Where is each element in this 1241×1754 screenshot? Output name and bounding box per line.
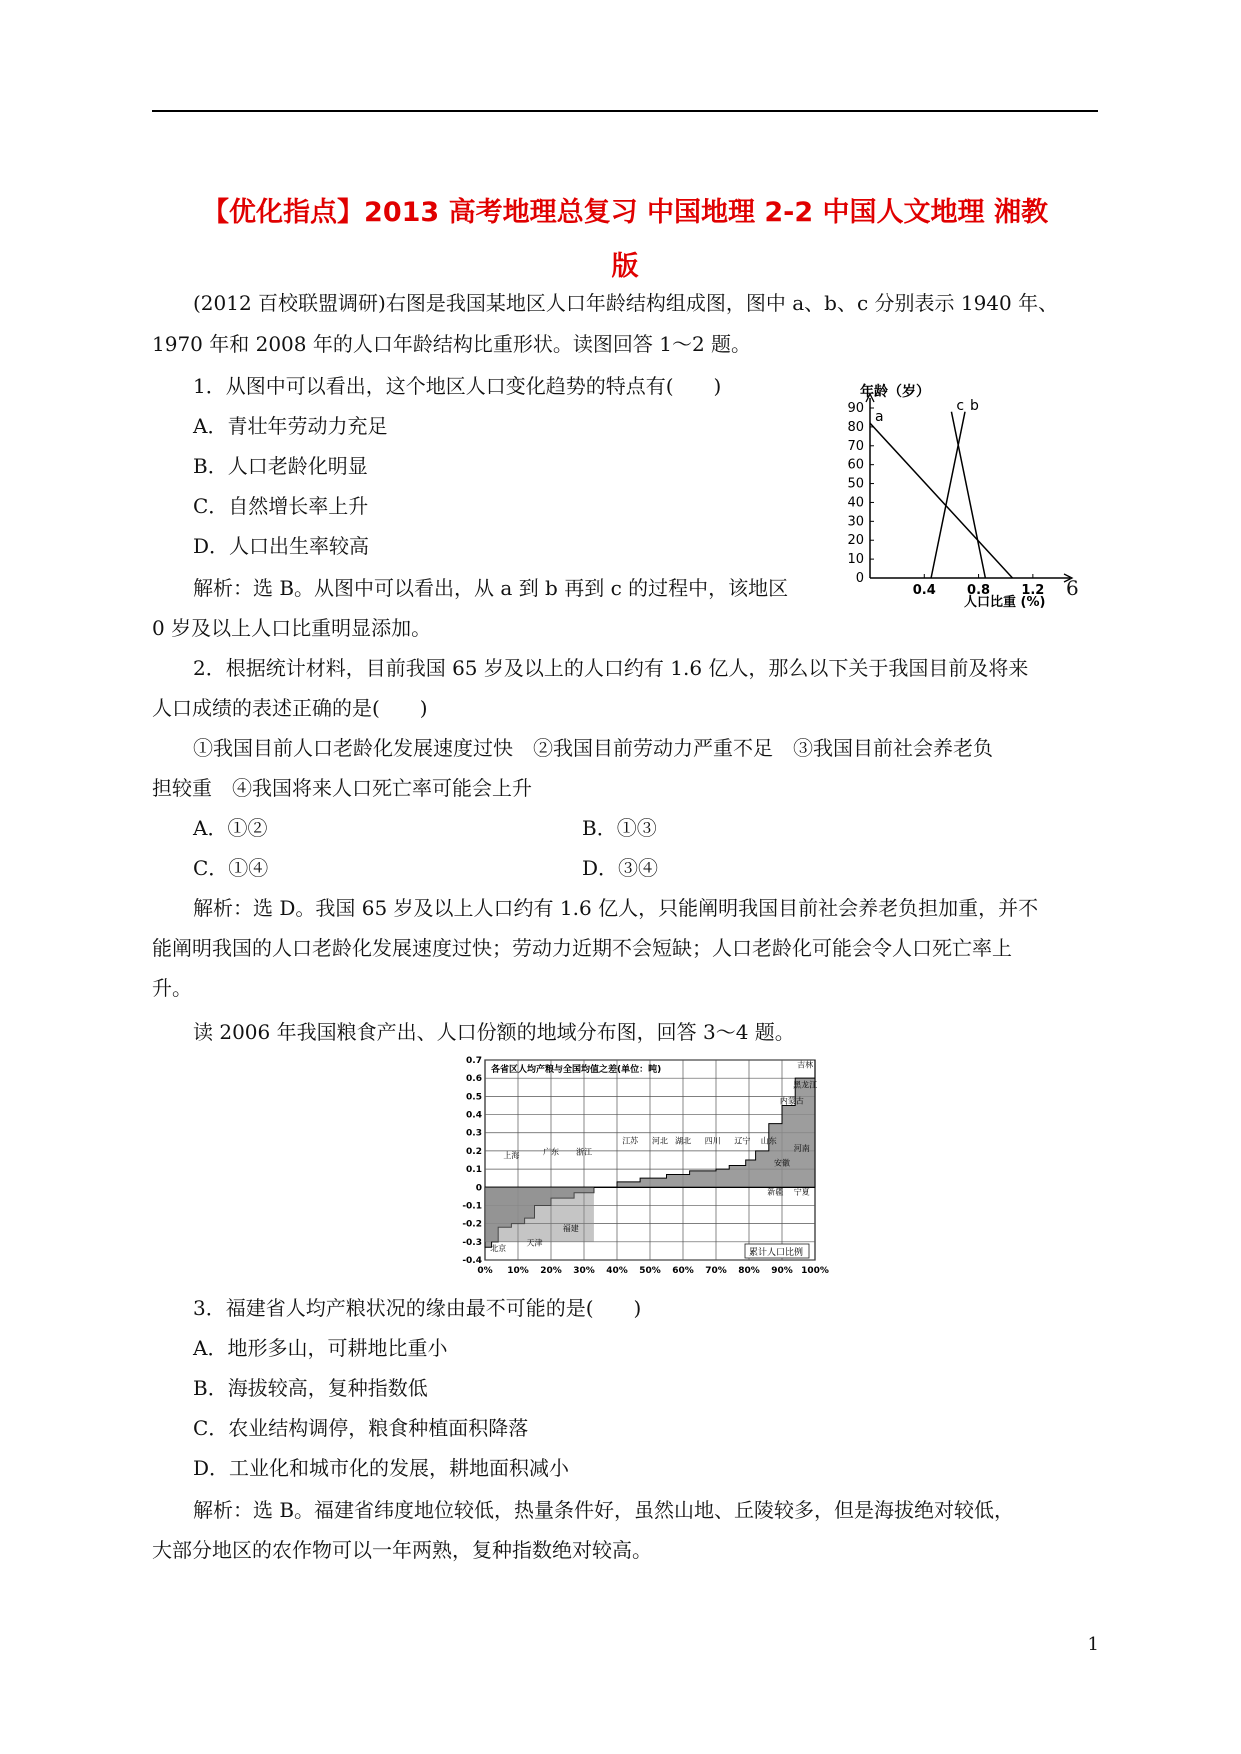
chart2-region-label: 山东 bbox=[760, 1136, 777, 1146]
q2-option-a: A．①② bbox=[193, 816, 268, 840]
q3-option-a: A．地形多山，可耕地比重小 bbox=[193, 1336, 448, 1360]
chart2-region-label: 吉林 bbox=[797, 1060, 814, 1070]
chart2-region-label: 福建 bbox=[562, 1223, 579, 1233]
chart2-region-label: 浙江 bbox=[576, 1147, 592, 1157]
age-structure-chart bbox=[822, 380, 1092, 620]
q2-option-c: C．①④ bbox=[193, 856, 269, 880]
page-number: 1 bbox=[1087, 1634, 1099, 1655]
chart2-x-tick-label: 100% bbox=[801, 1266, 829, 1276]
chart2-x-tick-label: 20% bbox=[540, 1266, 562, 1276]
chart2-y-tick-label: 0.2 bbox=[466, 1146, 482, 1157]
document-title bbox=[152, 186, 1098, 294]
chart2-region-label: 湖北 bbox=[675, 1136, 691, 1146]
chart1-x-tick-label: 0.4 bbox=[912, 583, 936, 598]
chart1-x-tick-label: 1.2 bbox=[1021, 583, 1045, 598]
q3-option-c: C．农业结构调停，粮食种植面积降落 bbox=[193, 1416, 529, 1440]
chart2-y-tick-label: 0.5 bbox=[466, 1092, 482, 1103]
q3-analysis-line-1: 解析：选 B。福建省纬度地位较低，热量条件好，虽然山地、丘陵较多，但是海拔绝对较低， bbox=[193, 1498, 1015, 1522]
chart2-region-label: 广东 bbox=[543, 1147, 559, 1157]
chart2-y-tick-label: 0.7 bbox=[466, 1056, 482, 1066]
chart1-series-line-c bbox=[951, 412, 985, 578]
chart2-x-tick-label: 10% bbox=[507, 1266, 529, 1276]
q1-analysis-line-2: 0 岁及以上人口比重明显添加。 bbox=[152, 616, 432, 640]
chart2-x-tick-label: 90% bbox=[771, 1266, 793, 1276]
q1-analysis-line-1: 解析：选 B。从图中可以看出，从 a 到 b 再到 c 的过程中，该地区 bbox=[193, 576, 789, 600]
chart1-y-tick-label: 20 bbox=[847, 533, 864, 549]
chart1-series bbox=[870, 398, 1013, 578]
q1-option-c: C．自然增长率上升 bbox=[193, 494, 369, 518]
chart2-x-tick-label: 50% bbox=[639, 1266, 661, 1276]
chart2-region-label: 安徽 bbox=[774, 1158, 790, 1168]
chart2-x-tick-label: 30% bbox=[573, 1266, 595, 1276]
q1-stem: 1．从图中可以看出，这个地区人口变化趋势的特点有( ) bbox=[193, 374, 722, 398]
chart2-y-tick-label: 0.4 bbox=[466, 1110, 482, 1121]
q2-stem-line-1: 2．根据统计材料，目前我国 65 岁及以上的人口约有 1.6 亿人，那么以下关于我国目前及将来 bbox=[193, 656, 1029, 680]
q1-option-d: D．人口出生率较高 bbox=[193, 534, 370, 558]
q2-analysis-line-1: 解析：选 D。我国 65 岁及以上人口约有 1.6 亿人，只能阐明我国目前社会养老负担加重，并不 bbox=[193, 896, 1039, 920]
chart1-x-tick-label: 0.8 bbox=[967, 583, 991, 598]
q1-analysis-trailing: 6 bbox=[1066, 576, 1079, 600]
chart2-y-tick-label: 0.3 bbox=[466, 1128, 482, 1139]
chart2-y-tick-label: 0.1 bbox=[466, 1165, 482, 1176]
chart1-y-tick-label: 80 bbox=[847, 419, 864, 435]
chart2-x-tick-label: 0% bbox=[477, 1266, 493, 1276]
intro-line-2: 1970 年和 2008 年的人口年龄结构比重形状。读图回答 1～2 题。 bbox=[152, 332, 752, 356]
q3-stem: 3．福建省人均产粮状况的缘由最不可能的是( ) bbox=[193, 1296, 642, 1320]
chart2-x-tick-label: 70% bbox=[705, 1266, 727, 1276]
chart1-y-tick-label: 90 bbox=[847, 401, 864, 416]
q2-stem-line-2: 人口成绩的表述正确的是( ) bbox=[152, 696, 428, 720]
chart1-y-tick-label: 40 bbox=[847, 495, 864, 511]
q1-option-a: A．青壮年劳动力充足 bbox=[193, 414, 388, 438]
chart2-x-tick-label: 80% bbox=[738, 1266, 760, 1276]
q2-option-d: D．③④ bbox=[582, 856, 659, 880]
title-line-1: 【优化指点】2013 高考地理总复习 中国地理 2-2 中国人文地理 湘教 bbox=[202, 197, 1048, 228]
chart2-title: 各省区人均产粮与全国均值之差(单位：吨) bbox=[491, 1065, 662, 1075]
chart1-axes bbox=[866, 394, 1072, 582]
chart1-x-axis-label: 人口比重 (%) bbox=[964, 595, 1046, 610]
chart2-region-label: 河南 bbox=[793, 1143, 810, 1153]
chart2-y-tick-label: 0 bbox=[475, 1183, 482, 1194]
chart2-x-ticks bbox=[477, 1266, 829, 1276]
chart1-y-axis-label: 年龄（岁） bbox=[860, 384, 930, 400]
chart2-region-label: 四川 bbox=[704, 1136, 721, 1146]
q2-option-b: B．①③ bbox=[582, 816, 657, 840]
chart2-region-label: 北京 bbox=[490, 1243, 507, 1253]
chart2-x-axis-label: 累计人口比例 bbox=[749, 1248, 804, 1258]
q3-analysis-line-2: 大部分地区的农作物可以一年两熟，复种指数绝对较高。 bbox=[152, 1538, 652, 1562]
chart2-region-label: 宁夏 bbox=[793, 1187, 810, 1197]
q2-items-line-2: 担较重 ④我国将来人口死亡率可能会上升 bbox=[152, 776, 532, 800]
chart1-series-label-b: b bbox=[970, 397, 979, 414]
grain-population-chart bbox=[455, 1052, 835, 1282]
chart2-region-label: 上海 bbox=[503, 1151, 520, 1161]
chart2-y-tick-label: -0.2 bbox=[462, 1219, 482, 1230]
chart1-y-tick-label: 10 bbox=[847, 552, 864, 568]
chart2-region-label: 天津 bbox=[526, 1238, 543, 1248]
q2-analysis-line-2: 能阐明我国的人口老龄化发展速度过快；劳动力近期不会短缺；人口老龄化可能会令人口死亡率上 bbox=[152, 936, 1012, 960]
chart2-shaded-block bbox=[485, 1187, 594, 1242]
q2-items-line-1: ①我国目前人口老龄化发展速度过快 ②我国目前劳动力严重不足 ③我国目前社会养老负 bbox=[193, 736, 993, 760]
chart1-y-tick-label: 0 bbox=[855, 571, 864, 586]
q2-analysis-line-3: 升。 bbox=[152, 976, 192, 1000]
chart2-y-ticks bbox=[462, 1056, 482, 1266]
chart2-y-tick-label: -0.4 bbox=[462, 1256, 482, 1266]
chart2-y-tick-label: -0.3 bbox=[462, 1237, 482, 1248]
intro-line-1: (2012 百校联盟调研)右图是我国某地区人口年龄结构组成图，图中 a、b、c 分别表示 1940 年、 bbox=[193, 291, 1059, 315]
chart1-series-line-a bbox=[870, 423, 1013, 578]
header-rule bbox=[152, 110, 1098, 112]
q3-option-b: B．海拔较高，复种指数低 bbox=[193, 1376, 428, 1400]
chart1-y-tick-label: 50 bbox=[847, 476, 864, 492]
title-line-2: 版 bbox=[611, 251, 639, 282]
chart2-y-tick-label: 0.6 bbox=[466, 1074, 482, 1085]
chart1-series-label-c: c bbox=[956, 397, 965, 414]
read-instruction: 读 2006 年我国粮食产出、人口份额的地域分布图，回答 3～4 题。 bbox=[193, 1020, 795, 1044]
chart2-region-label: 辽宁 bbox=[734, 1136, 751, 1146]
chart2-region-label: 河北 bbox=[651, 1136, 668, 1146]
chart2-region-label: 江苏 bbox=[622, 1136, 639, 1146]
chart2-region-label: 内蒙古 bbox=[779, 1096, 804, 1106]
chart1-series-label-a: a bbox=[875, 409, 884, 426]
q1-option-b: B．人口老龄化明显 bbox=[193, 454, 368, 478]
chart2-y-tick-label: -0.1 bbox=[462, 1201, 482, 1212]
chart1-y-tick-label: 30 bbox=[847, 514, 864, 530]
chart2-x-tick-label: 40% bbox=[606, 1266, 628, 1276]
chart2-x-tick-label: 60% bbox=[672, 1266, 694, 1276]
q3-option-d: D．工业化和城市化的发展，耕地面积减小 bbox=[193, 1456, 570, 1480]
chart2-region-label: 新疆 bbox=[767, 1187, 784, 1197]
chart1-y-tick-label: 70 bbox=[847, 438, 864, 454]
chart2-region-label: 黑龙江 bbox=[793, 1080, 818, 1090]
chart1-y-tick-label: 60 bbox=[847, 457, 864, 473]
